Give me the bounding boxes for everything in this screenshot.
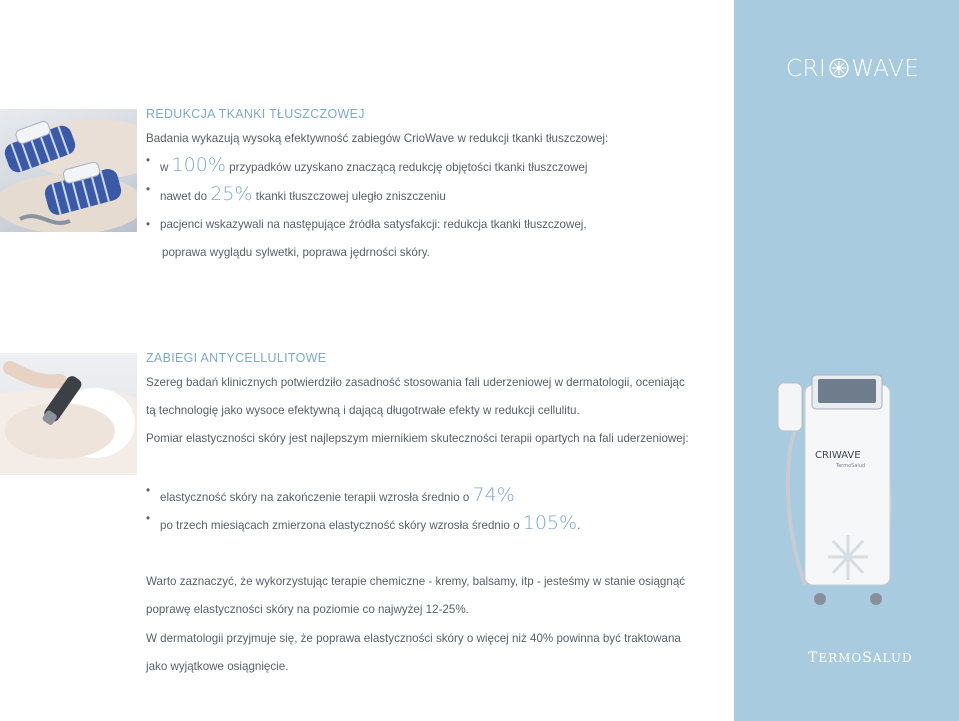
- logo-text-right: WAVE: [851, 56, 920, 82]
- criowave-device-image: [770, 365, 900, 615]
- section1-bullet-3: • pacjenci wskazywali na następujące źródła satysfakcji: redukcja tkanki tłuszczowej,: [160, 218, 587, 231]
- logo-initial-t: T: [808, 650, 819, 666]
- logo-rest-alud: ALUD: [872, 651, 913, 665]
- device-snowflake-icon: [828, 535, 868, 580]
- section2-para4-line2: jako wyjątkowe osiągnięcie.: [146, 660, 289, 673]
- termosalud-logo: [808, 650, 913, 666]
- logo-text-left: CRI: [786, 56, 827, 82]
- logo-initial-s: S: [862, 650, 873, 666]
- cryo-treatment-photo: [0, 109, 137, 232]
- section2-bullet-1: [160, 484, 515, 506]
- section2-para2: Pomiar elastyczności skóry jest najlepszym miernikiem skuteczności terapii opartych na fali uderzeniowej:: [146, 432, 689, 445]
- device-sublabel: TermoSalud: [836, 463, 866, 469]
- logo-rest-ermo: ERMO: [818, 651, 863, 665]
- section2-para3-line2: poprawę elastyczności skóry na poziomie co najwyżej 12-25%.: [146, 603, 469, 616]
- section1-bullet-2-num: 25%: [210, 183, 253, 205]
- section2-bullet-1-num: 74%: [472, 484, 515, 506]
- device-label-left: CRI: [815, 450, 832, 461]
- section2-bullet-2-post: .: [577, 519, 581, 532]
- section1-bullet-2-pre: nawet do: [160, 190, 211, 203]
- section1-bullet-1-post: przypadków uzyskano znaczącą redukcję objętości tkanki tłuszczowej: [225, 161, 588, 174]
- section2-bullet-2-num: 105%: [522, 512, 578, 534]
- section1-bullet-1-num: 100%: [171, 154, 226, 176]
- snowflake-icon: [829, 58, 849, 78]
- section2-bullet-2: [160, 512, 580, 534]
- section2-para3-line1: Warto zaznaczyć, że wykorzystując terapie chemiczne - kremy, balsamy, itp - jesteśmy w stanie osiągnąć: [146, 575, 686, 588]
- section2-bullet-1-pre: elastyczność skóry na zakończenie terapii wzrosła średnio o: [160, 491, 473, 504]
- section2-para4-line1: W dermatologii przyjmuje się, że poprawa elastyczności skóry o więcej niż 40% powinna być traktowana: [146, 632, 681, 645]
- section1-bullet-3-cont: poprawa wyglądu sylwetki, poprawa jędrności skóry.: [162, 246, 430, 259]
- device-label-right: WAVE: [831, 450, 861, 461]
- section2-para1-line2: tą technologię jako wysoce efektywną i dającą długotrwałe efekty w redukcji cellulitu.: [146, 404, 580, 417]
- section2-title: ZABIEGI ANTYCELLULITOWE: [146, 351, 327, 365]
- criowave-logo: [786, 56, 919, 82]
- device-label: [815, 450, 861, 461]
- section2-para1-line1: Szereg badań klinicznych potwierdziło zasadność stosowania fali uderzeniowej w dermatologii, oceniając: [146, 376, 685, 389]
- section1-bullet-2-post: tkanki tłuszczowej uległo zniszczeniu: [252, 190, 446, 203]
- section1-title: REDUKCJA TKANKI TŁUSZCZOWEJ: [146, 107, 365, 121]
- section1-bullet-1-pre: w: [160, 161, 172, 174]
- section2-bullet-2-pre: po trzech miesiącach zmierzona elastyczność skóry wzrosła średnio o: [160, 519, 523, 532]
- section1-bullet-1: [160, 154, 587, 176]
- shockwave-treatment-photo: [0, 353, 137, 475]
- section1-intro: Badania wykazują wysoką efektywność zabiegów CrioWave w redukcji tkanki tłuszczowej:: [146, 132, 609, 145]
- section1-bullet-2: [160, 183, 446, 205]
